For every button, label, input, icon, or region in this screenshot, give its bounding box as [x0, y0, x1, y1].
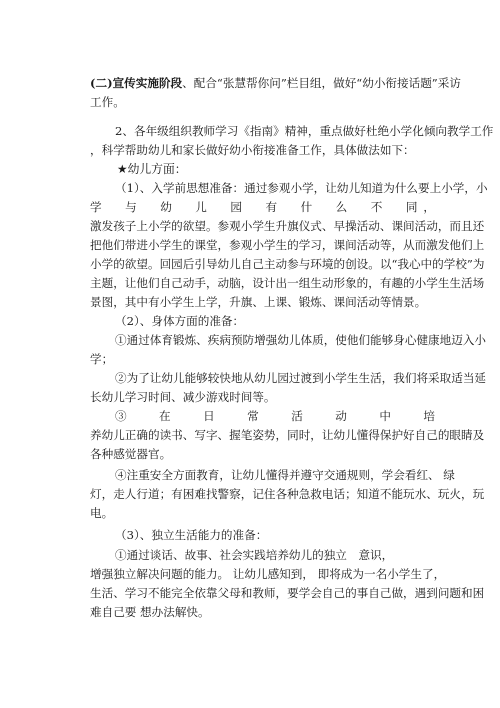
paragraph-line: ③ 在 日 常 活 动 中 培 [115, 409, 435, 423]
paragraph-line: 2、各年级组织教师学习《指南》精神，重点做好杜绝小学化倾向教学工作 [115, 124, 494, 138]
section-heading-text: 、配合“张慧帮你问”栏目组，做好“幼小衔接话题”采访 [182, 76, 461, 90]
paragraph-line: ①通过谈话、故事、社会实践培养幼儿的独立 意识， [115, 548, 394, 562]
paragraph-line: 把他们带进小学生的课堂，参观小学生的学习，课间活动等，从而激发他们上 [90, 238, 485, 252]
paragraph-line: 灯，走人行道；有困难找警察，记住各种急救电话；知道不能玩水、玩火，玩 [90, 487, 485, 501]
paragraph-line: 增强独立解决问题的能力。 让幼儿感知到， 即将成为一名小学生了， [90, 567, 446, 581]
paragraph-line: 养幼儿正确的读书、写字、握笔姿势，同时，让幼儿懂得保护好自己的眼睛及 [90, 428, 485, 442]
paragraph-line: 主题，让他们自己动手，动脑，设计出一组生动形象的，有趣的小学生生活场 [90, 276, 485, 290]
paragraph-line: 激发孩子上小学的欲望。参观小学生升旗仪式、早操活动、课间活动，而且还 [90, 219, 485, 233]
paragraph-line: 学 与 幼 儿 园 有 什 么 不 同， [90, 200, 435, 214]
paragraph-line: 难自己要 想办法解快。 [90, 605, 210, 619]
subsection-heading: ★幼儿方面： [117, 162, 187, 176]
section-heading-line [90, 76, 461, 91]
paragraph-line: 小学的欲望。回园后引导幼儿自己主动参与环境的创设。以“我心中的学校”为 [90, 257, 485, 271]
paragraph-line: 生活、学习不能完全依靠父母和教师，要学会自己的事自己做，遇到问题和困 [90, 586, 485, 600]
paragraph-line: ②为了让幼儿能够较快地从幼儿园过渡到小学生生活，我们将采取适当延 [115, 371, 487, 385]
paragraph-line: 各种感觉器官。 [90, 447, 172, 461]
section-heading: (二)宣传实施阶段 [90, 76, 183, 90]
paragraph-line: ④注重安全方面教育，让幼儿懂得并遵守交通规则，学会看红、 绿 [115, 468, 455, 482]
paragraph-line: ①通过体育锻炼、疾病预防增强幼儿体质，使他们能够身心健康地迈入小 [115, 333, 487, 347]
paragraph-line: （3）、独立生活能力的准备： [115, 528, 268, 542]
paragraph-line: 工作。 [90, 95, 125, 109]
paragraph-line: 景图，其中有小学生上学，升旗、上课、锻炼、课间活动等情景。 [90, 295, 427, 309]
paragraph-line: 电。 [90, 506, 114, 520]
paragraph-line: （1）、入学前思想准备：通过参观小学，让幼儿知道为什么要上小学，小 [115, 181, 488, 195]
paragraph-line: （2）、身体方面的准备： [115, 314, 245, 328]
paragraph-line: 长幼儿学习时间、减少游戏时间等。 [90, 390, 276, 404]
paragraph-line: 学； [90, 352, 114, 366]
paragraph-line: ，科学帮助幼儿和家长做好幼小衔接准备工作，具体做法如下： [90, 143, 415, 157]
